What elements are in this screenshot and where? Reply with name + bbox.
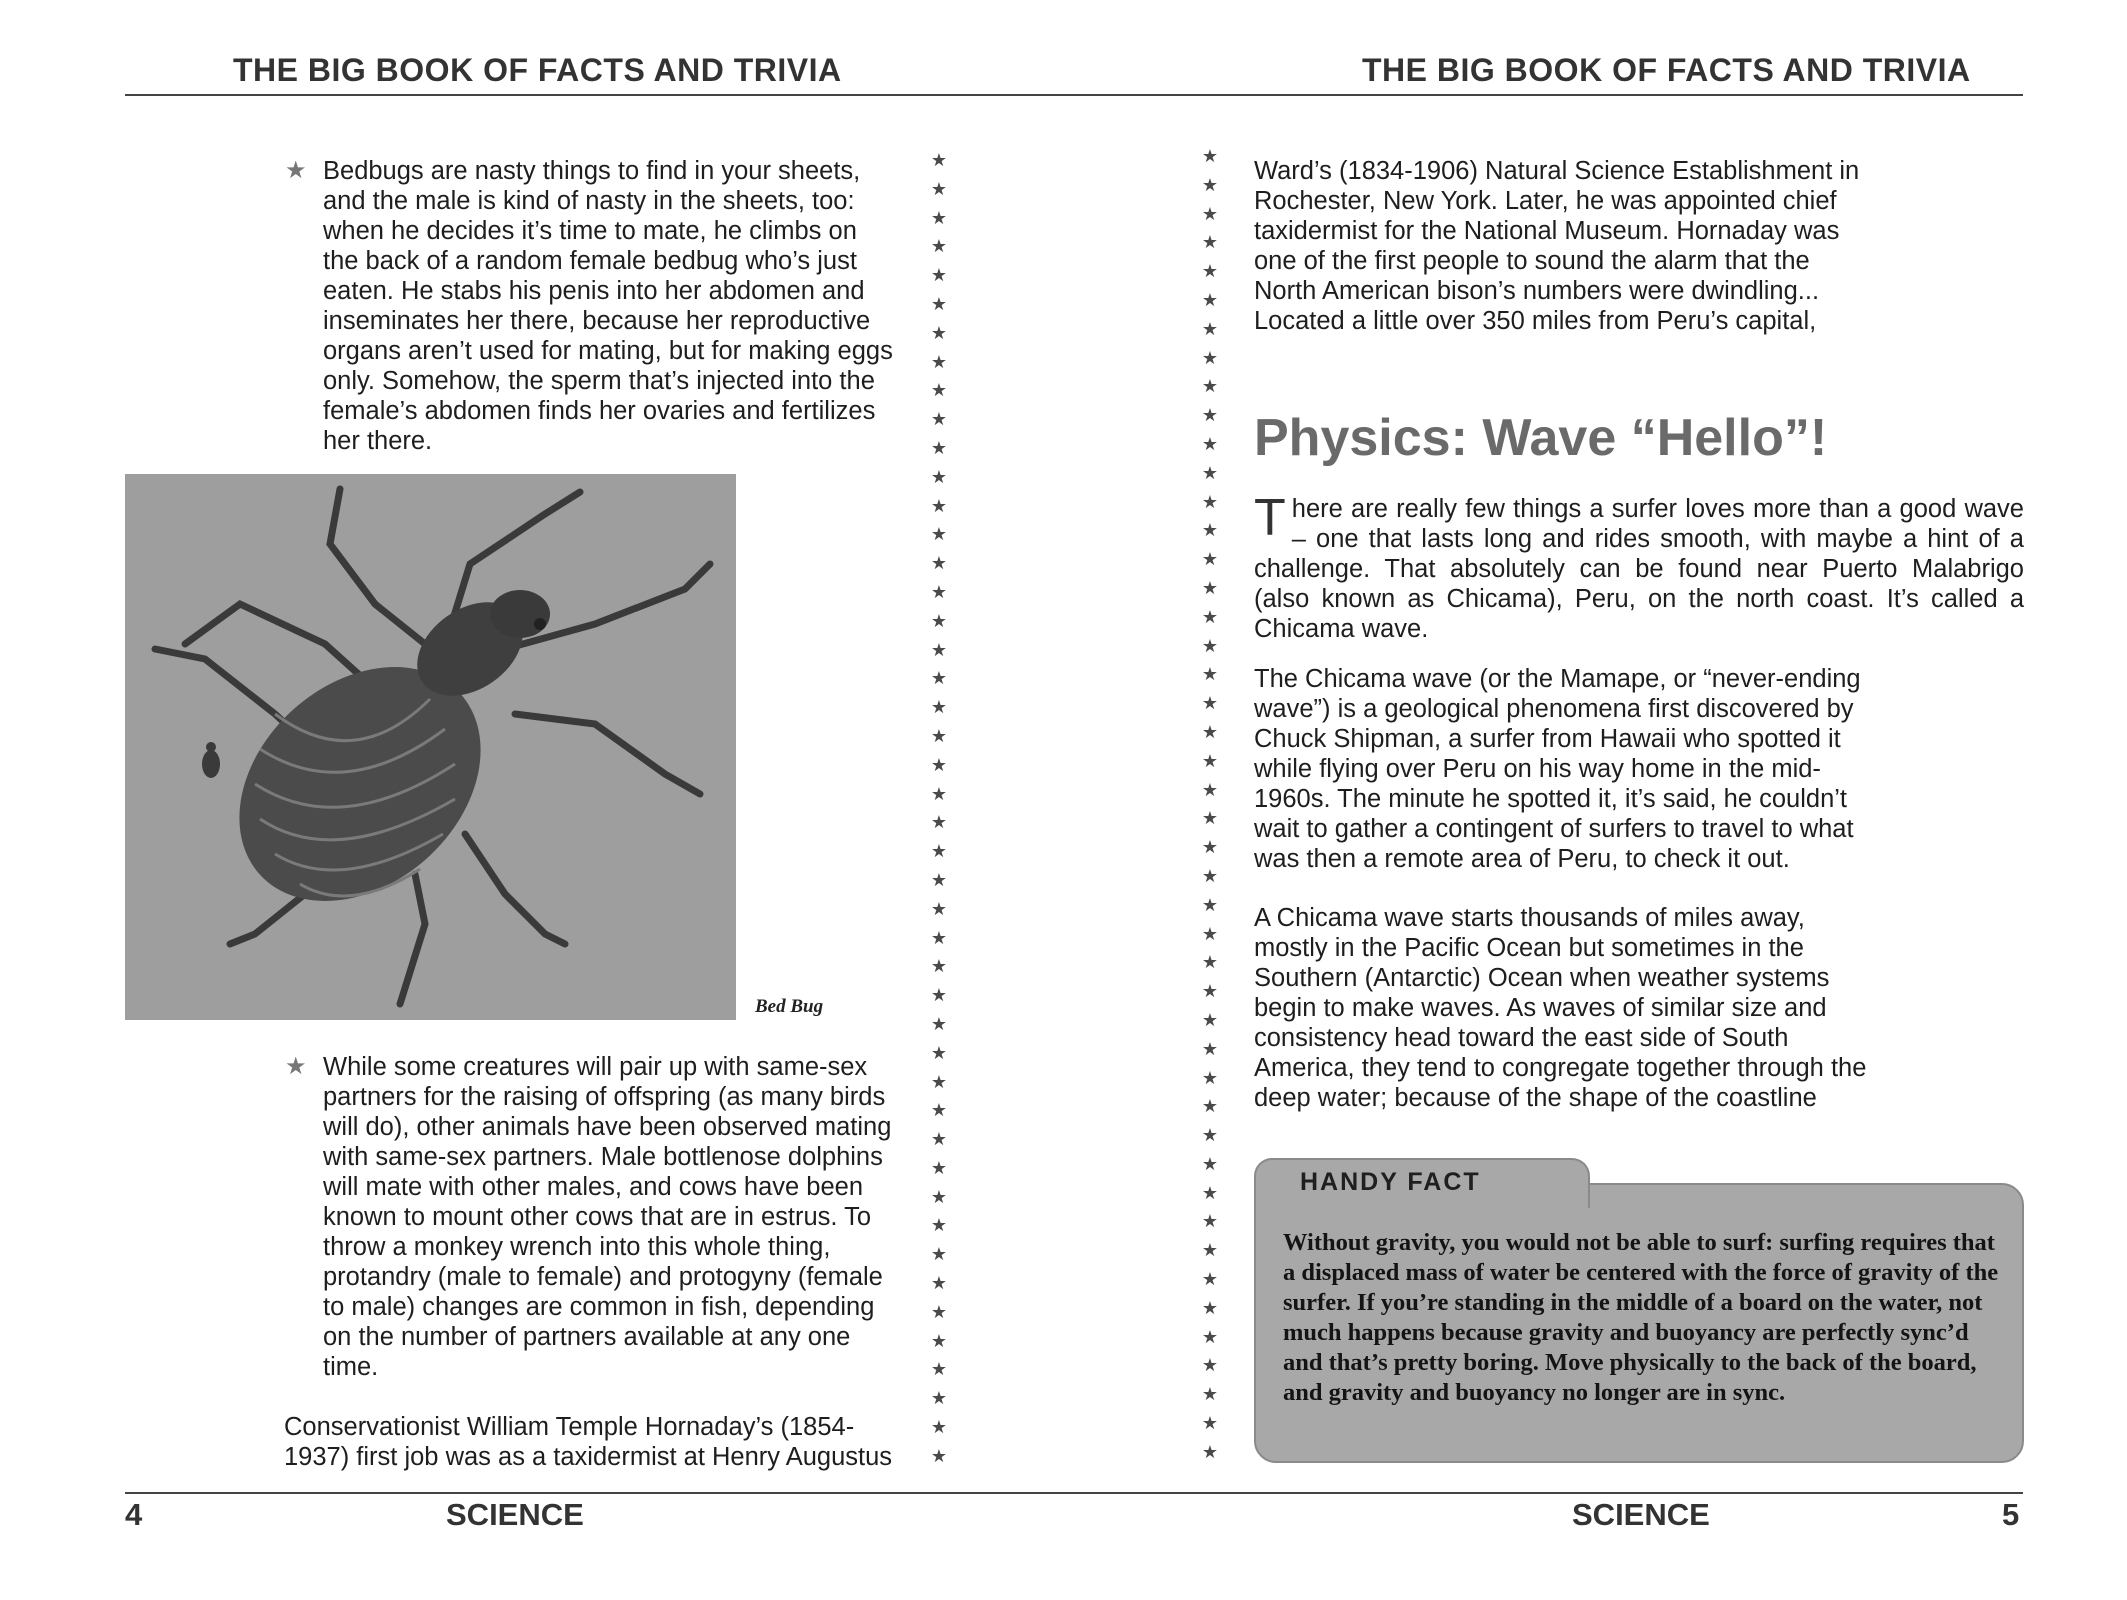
gutter-star-icon: ★ xyxy=(1201,1067,1219,1088)
bedbug-head xyxy=(490,590,550,638)
hornaday-text: Conservationist William Temple Hornaday’s (1854-1937) first job was as a taxidermist at Henry Augustus xyxy=(284,1413,893,1471)
gutter-star-icon: ★ xyxy=(930,524,948,545)
gutter-star-icon: ★ xyxy=(930,841,948,862)
right-gutter-stars xyxy=(1195,142,1225,1467)
gutter-star-icon: ★ xyxy=(930,495,948,516)
left-gutter-stars xyxy=(924,146,954,1471)
bedbug-bullet xyxy=(285,156,898,456)
gutter-star-icon: ★ xyxy=(1201,174,1219,195)
intro-text: here are really few things a surfer loves more than a good wave – one that lasts long and rides smooth, with maybe a hint of a challenge. That absolutely can be found near Puerto Malabrigo (also known as Chicama), Peru, on the north coast. It’s called a Chicama wave. xyxy=(1254,495,2024,643)
gutter-star-icon: ★ xyxy=(930,754,948,775)
gutter-star-icon: ★ xyxy=(1201,1038,1219,1059)
left-running-head: THE BIG BOOK OF FACTS AND TRIVIA xyxy=(233,52,842,88)
gutter-star-icon: ★ xyxy=(930,1186,948,1207)
gutter-star-icon: ★ xyxy=(930,293,948,314)
handy-fact-label: HANDY FACT xyxy=(1300,1168,1481,1196)
gutter-star-icon: ★ xyxy=(1201,232,1219,253)
gutter-star-icon: ★ xyxy=(930,1042,948,1063)
gutter-star-icon: ★ xyxy=(1201,1413,1219,1434)
bedbug-leg xyxy=(330,489,425,644)
gutter-star-icon: ★ xyxy=(930,1129,948,1150)
hornaday-continued-text: Ward’s (1834-1906) Natural Science Establishment in Rochester, New York. Later, he was appointed chief taxidermist for the National Museum. Hornaday was one of the first people to sound the alarm that the North American bison’s numbers were dwindling... Located a little over 350 miles from Peru’s capital, xyxy=(1254,157,1860,335)
gutter-star-icon: ★ xyxy=(930,466,948,487)
handy-fact-tab xyxy=(1254,1158,1590,1208)
gutter-star-icon: ★ xyxy=(930,927,948,948)
bedbug-text: Bedbugs are nasty things to find in your sheets, and the male is kind of nasty in the sheets, too: when he decides it’s time to mate, he climbs on the back of a random female bedbug who’s just eaten. He stabs his penis into her abdomen and inseminates her there, because her reproductive organs aren’t used for mating, but for making eggs only. Somehow, the sperm that’s injected into the female’s abdomen finds her ovaries and fertilizes her there. xyxy=(323,157,893,455)
bedbug-illustration xyxy=(125,474,736,1020)
gutter-star-icon: ★ xyxy=(1201,462,1219,483)
footer-rule xyxy=(125,1492,2023,1494)
gutter-star-icon: ★ xyxy=(930,380,948,401)
header-rule xyxy=(125,94,2023,96)
gutter-star-icon: ★ xyxy=(1201,1326,1219,1347)
gutter-star-icon: ★ xyxy=(930,697,948,718)
gutter-star-icon: ★ xyxy=(1201,635,1219,656)
gutter-star-icon: ★ xyxy=(930,668,948,689)
intro-paragraph xyxy=(1254,489,2024,644)
gutter-star-icon: ★ xyxy=(1201,664,1219,685)
gutter-star-icon: ★ xyxy=(1201,376,1219,397)
bedbug-drawing xyxy=(125,474,736,1020)
chicama-text: The Chicama wave (or the Mamape, or “never-ending wave”) is a geological phenomena first discovered by Chuck Shipman, a surfer from Hawaii who spotted it while flying over Peru on his way home in the mid-1960s. The minute he spotted it, it’s said, he couldn’t wait to gather a contingent of surfers to travel to what was then a remote area of Peru, to check it out. xyxy=(1254,665,1861,873)
chicama-paragraph xyxy=(1254,664,1874,874)
gutter-star-icon: ★ xyxy=(930,898,948,919)
star-bullet-icon: ★ xyxy=(285,1053,307,1080)
gutter-star-icon: ★ xyxy=(1201,1240,1219,1261)
gutter-star-icon: ★ xyxy=(1201,347,1219,368)
gutter-star-icon: ★ xyxy=(930,1388,948,1409)
gutter-star-icon: ★ xyxy=(930,725,948,746)
gutter-star-icon: ★ xyxy=(1201,1009,1219,1030)
star-bullet-icon: ★ xyxy=(285,157,307,184)
gutter-star-icon: ★ xyxy=(930,1273,948,1294)
right-footer-section: SCIENCE xyxy=(1572,1497,1710,1532)
right-running-head: THE BIG BOOK OF FACTS AND TRIVIA xyxy=(1362,52,1971,88)
gutter-star-icon: ★ xyxy=(1201,721,1219,742)
left-page-number: 4 xyxy=(125,1497,143,1532)
gutter-star-icon: ★ xyxy=(930,956,948,977)
gutter-star-icon: ★ xyxy=(930,236,948,257)
gutter-star-icon: ★ xyxy=(1201,318,1219,339)
gutter-star-icon: ★ xyxy=(930,639,948,660)
gutter-star-icon: ★ xyxy=(930,1100,948,1121)
gutter-star-icon: ★ xyxy=(1201,981,1219,1002)
gutter-star-icon: ★ xyxy=(1201,203,1219,224)
gutter-star-icon: ★ xyxy=(1201,808,1219,829)
gutter-star-icon: ★ xyxy=(1201,146,1219,166)
gutter-star-icon: ★ xyxy=(1201,1211,1219,1232)
gutter-star-icon: ★ xyxy=(930,150,948,170)
gutter-star-icon: ★ xyxy=(1201,261,1219,282)
gutter-star-icon: ★ xyxy=(1201,520,1219,541)
gutter-star-icon: ★ xyxy=(1201,1125,1219,1146)
gutter-star-icon: ★ xyxy=(930,1244,948,1265)
bedbug-leg xyxy=(400,874,425,1004)
gutter-star-icon: ★ xyxy=(930,1445,948,1466)
gutter-star-icon: ★ xyxy=(930,985,948,1006)
gutter-star-icon: ★ xyxy=(1201,289,1219,310)
gutter-star-icon: ★ xyxy=(930,812,948,833)
gutter-star-icon: ★ xyxy=(930,322,948,343)
same-sex-bullet xyxy=(285,1052,898,1382)
gutter-star-icon: ★ xyxy=(930,610,948,631)
gutter-star-icon: ★ xyxy=(930,1330,948,1351)
gutter-star-icon: ★ xyxy=(1201,1269,1219,1290)
gutter-star-icon: ★ xyxy=(1201,1297,1219,1318)
gutter-star-icon: ★ xyxy=(930,265,948,286)
gutter-star-icon: ★ xyxy=(1201,491,1219,512)
left-footer-section: SCIENCE xyxy=(446,1497,584,1532)
gutter-star-icon: ★ xyxy=(1201,750,1219,771)
gutter-star-icon: ★ xyxy=(1201,1355,1219,1376)
gutter-star-icon: ★ xyxy=(930,783,948,804)
gutter-star-icon: ★ xyxy=(930,409,948,430)
gutter-star-icon: ★ xyxy=(1201,779,1219,800)
gutter-star-icon: ★ xyxy=(930,1417,948,1438)
gutter-star-icon: ★ xyxy=(930,437,948,458)
gutter-star-icon: ★ xyxy=(930,1359,948,1380)
handy-fact-text: Without gravity, you would not be able to surf: surfing requires that a displaced mass of water be centered with the force of gravity of the surfer. If you’re standing in the middle of a board on the water, not much happens because gravity and buoyancy are perfectly sync’d and that’s pretty boring. Move physically to the back of the board, and gravity and buoyancy no longer are in sync. xyxy=(1283,1229,1999,1406)
bedbug-leg xyxy=(465,834,565,944)
same-sex-text: While some creatures will pair up with same-sex partners for the raising of offspring (as many birds will do), other animals have been observed mating with same-sex partners. Male bottlenose dolphins will mate with other males, and cows have been known to mount other cows that are in estrus. To throw a monkey wrench into this whole thing, protandry (male to female) and protogyny (female to male) changes are common in fish, depending on the number of partners available at any one time. xyxy=(323,1053,892,1381)
gutter-star-icon: ★ xyxy=(930,207,948,228)
gutter-star-icon: ★ xyxy=(930,553,948,574)
bedbug-leg xyxy=(515,714,700,794)
wave-origin-text: A Chicama wave starts thousands of miles away, mostly in the Pacific Ocean but sometimes in the Southern (Antarctic) Ocean when weather systems begin to make waves. As waves of similar size and consistency head toward the east side of South America, they tend to congregate together through the deep water; because of the shape of the coastline xyxy=(1254,904,1867,1112)
gutter-star-icon: ★ xyxy=(930,351,948,372)
section-title: Physics: Wave “Hello”! xyxy=(1254,409,1828,467)
gutter-star-icon: ★ xyxy=(1201,837,1219,858)
gutter-star-icon: ★ xyxy=(1201,606,1219,627)
gutter-star-icon: ★ xyxy=(1201,577,1219,598)
gutter-star-icon: ★ xyxy=(1201,1384,1219,1405)
tiny-bedbug xyxy=(202,750,220,778)
gutter-star-icon: ★ xyxy=(1201,865,1219,886)
wave-origin-paragraph xyxy=(1254,903,1874,1113)
gutter-star-icon: ★ xyxy=(930,869,948,890)
gutter-star-icon: ★ xyxy=(930,178,948,199)
gutter-star-icon: ★ xyxy=(1201,894,1219,915)
gutter-star-icon: ★ xyxy=(1201,1153,1219,1174)
hornaday-continued xyxy=(1254,156,1874,336)
gutter-star-icon: ★ xyxy=(1201,405,1219,426)
gutter-star-icon: ★ xyxy=(1201,433,1219,454)
right-page-number: 5 xyxy=(2002,1497,2020,1532)
bedbug-leg xyxy=(185,604,375,689)
gutter-star-icon: ★ xyxy=(1201,549,1219,570)
gutter-star-icon: ★ xyxy=(1201,923,1219,944)
drop-cap: T xyxy=(1254,489,1286,547)
figure-caption: Bed Bug xyxy=(755,996,824,1017)
gutter-star-icon: ★ xyxy=(930,1013,948,1034)
gutter-star-icon: ★ xyxy=(930,1215,948,1236)
gutter-star-icon: ★ xyxy=(1201,1182,1219,1203)
gutter-star-icon: ★ xyxy=(930,1301,948,1322)
gutter-star-icon: ★ xyxy=(1201,952,1219,973)
gutter-star-icon: ★ xyxy=(930,1071,948,1092)
gutter-star-icon: ★ xyxy=(1201,1096,1219,1117)
hornaday-paragraph xyxy=(284,1412,898,1472)
gutter-star-icon: ★ xyxy=(930,581,948,602)
gutter-star-icon: ★ xyxy=(1201,693,1219,714)
gutter-star-icon: ★ xyxy=(930,1157,948,1178)
gutter-star-icon: ★ xyxy=(1201,1441,1219,1462)
